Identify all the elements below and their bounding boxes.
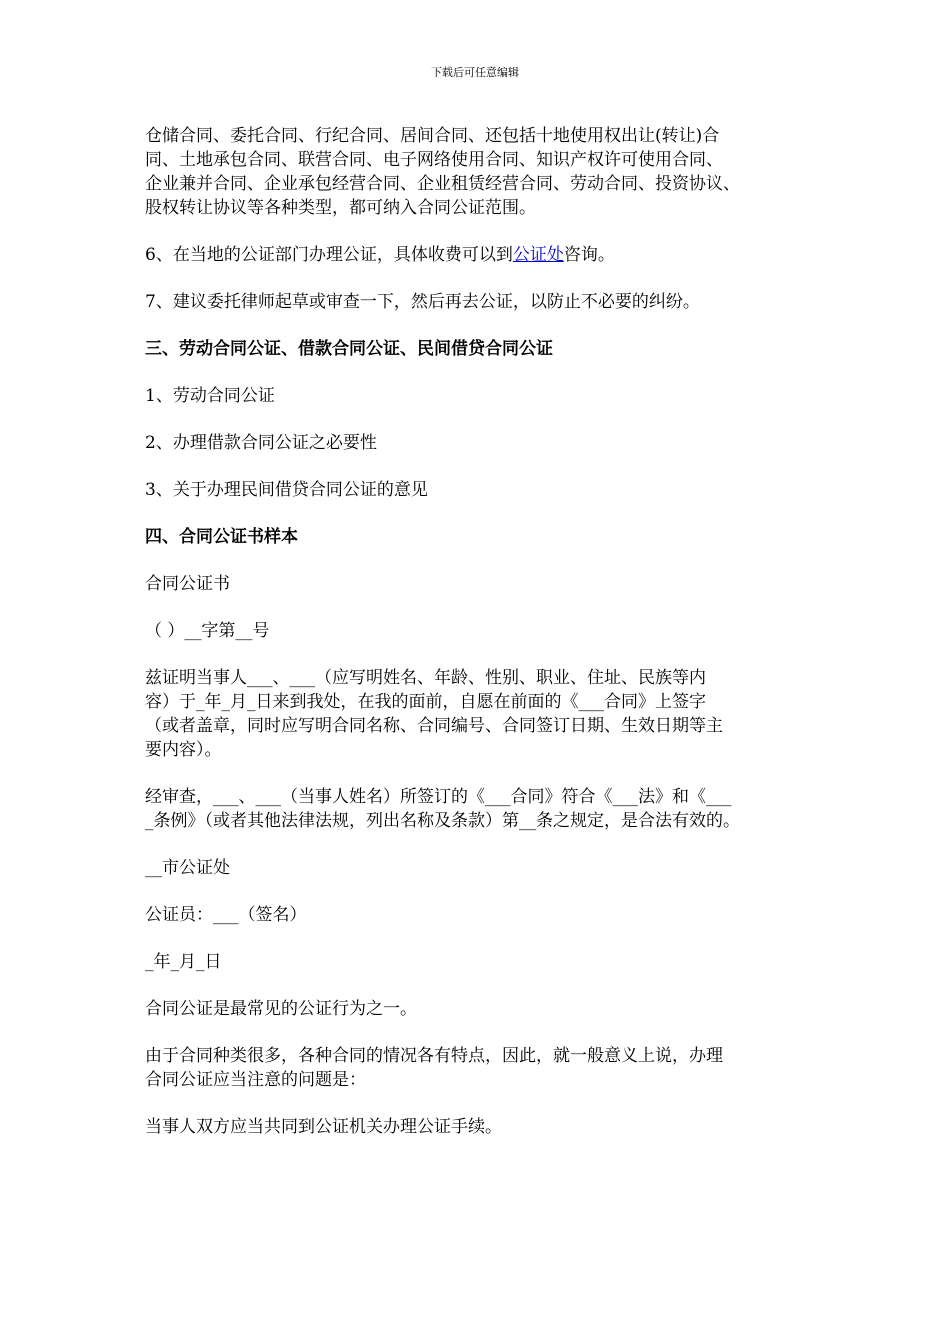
document-body xyxy=(145,124,825,1162)
text-line: 同、土地承包合同、联营合同、电子网络使用合同、知识产权许可使用合同、 xyxy=(145,150,723,170)
list-item-private-lending: 3、关于办理民间借贷合同公证的意见 xyxy=(145,480,428,500)
list-item-loan-contract: 2、办理借款合同公证之必要性 xyxy=(145,433,377,453)
certificate-number: （ ）__字第__号 xyxy=(145,621,270,641)
text-line: （或者盖章，同时应写明合同名称、合同编号、合同签订日期、生效日期等主 xyxy=(145,716,723,736)
paragraph-certification xyxy=(145,666,825,762)
certificate-date: _年_月_日 xyxy=(145,952,222,972)
paragraph-item-6 xyxy=(145,243,825,267)
paragraph-contract-types xyxy=(145,124,825,220)
text-line: 经审查，___、___（当事人姓名）所签订的《___合同》符合《___法》和《___ xyxy=(145,787,732,807)
paragraph-common-act: 合同公证是最常见的公证行为之一。 xyxy=(145,999,417,1019)
notary-office-link[interactable]: 公证处 xyxy=(512,245,564,265)
certificate-title: 合同公证书 xyxy=(145,574,230,594)
text-line: 兹证明当事人___、___（应写明姓名、年龄、性别、职业、住址、民族等内 xyxy=(145,668,706,688)
text-line: 由于合同种类很多，各种合同的情况各有特点，因此，就一般意义上说，办理 xyxy=(145,1046,723,1066)
text-line: 仓储合同、委托合同、行纪合同、居间合同、还包括十地使用权出让(转让)合 xyxy=(145,126,720,146)
text-line: 合同公证应当注意的问题是： xyxy=(145,1070,366,1090)
paragraph-both-parties: 当事人双方应当共同到公证机关办理公证手续。 xyxy=(145,1117,502,1137)
section-heading-3: 三、劳动合同公证、借款合同公证、民间借贷合同公证 xyxy=(145,339,553,359)
text-line: 企业兼并合同、企业承包经营合同、企业租赁经营合同、劳动合同、投资协议、 xyxy=(145,174,740,194)
text-line: 要内容）。 xyxy=(145,740,222,760)
paragraph-review xyxy=(145,785,825,833)
notary-signature: 公证员：___（签名） xyxy=(145,905,307,925)
page-header: 下载后可任意编辑 xyxy=(431,66,519,79)
text-line: _条例》（或者其他法律法规，列出名称及条款）第__条之规定，是合法有效的。 xyxy=(145,811,740,831)
text-line: 容）于_年_月_日来到我处，在我的面前，自愿在前面的《___合同》上签字 xyxy=(145,692,706,712)
text-line: 股权转让协议等各种类型，都可纳入合同公证范围。 xyxy=(145,198,536,218)
item-6-text-end: 咨询。 xyxy=(563,245,615,265)
section-heading-4: 四、合同公证书样本 xyxy=(145,527,298,547)
notary-office-name: __市公证处 xyxy=(145,858,230,878)
item-6-text: 6、在当地的公证部门办理公证，具体收费可以到 xyxy=(145,245,513,265)
paragraph-item-7: 7、建议委托律师起草或审查一下，然后再去公证，以防止不必要的纠纷。 xyxy=(145,292,700,312)
list-item-labor-contract: 1、劳动合同公证 xyxy=(145,386,275,406)
paragraph-notes-intro xyxy=(145,1044,825,1092)
